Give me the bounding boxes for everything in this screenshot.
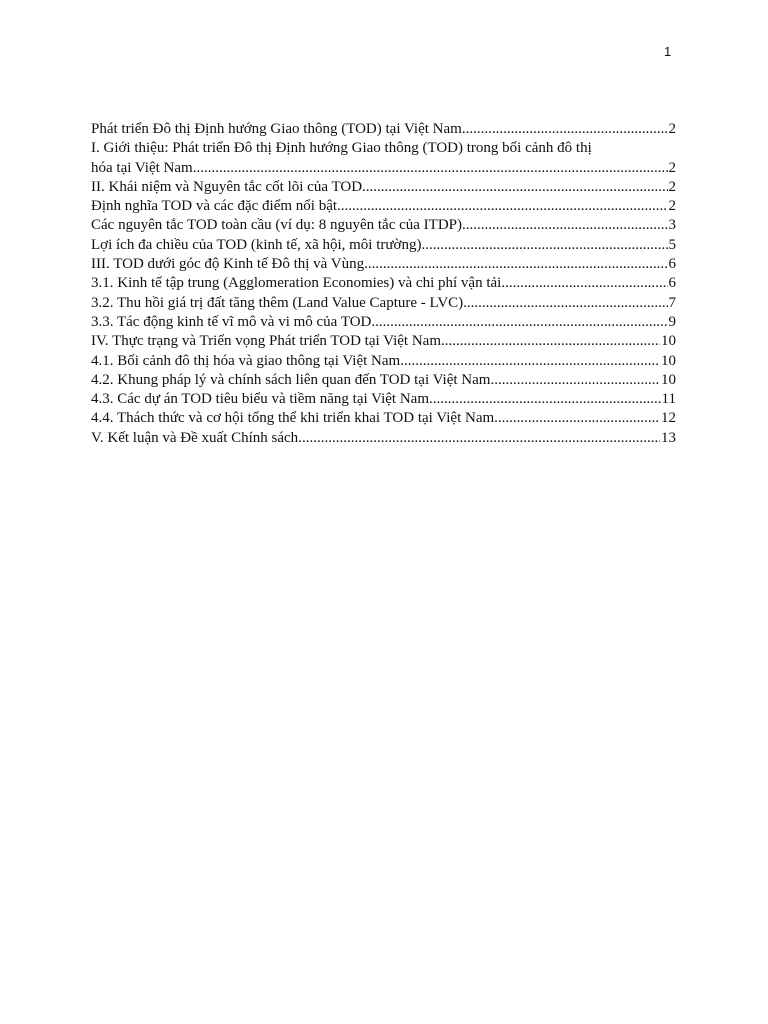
toc-dot-leader: [421, 236, 667, 255]
toc-entry-title: 4.3. Các dự án TOD tiêu biểu và tiềm năng tại Việt Nam: [91, 391, 429, 408]
toc-entry-page: 10: [661, 333, 676, 350]
toc-entry[interactable]: [91, 409, 676, 428]
toc-entry[interactable]: [91, 352, 676, 371]
toc-entry-page: 6: [668, 256, 676, 273]
toc-dot-leader: [364, 255, 667, 274]
toc-entry-title: Các nguyên tắc TOD toàn cầu (ví dụ: 8 nguyên tắc của ITDP): [91, 217, 463, 234]
toc-entry-line: [91, 159, 676, 178]
toc-entry[interactable]: [91, 390, 676, 409]
toc-entry-page: 2: [668, 178, 676, 195]
toc-dot-leader: [462, 120, 668, 139]
toc-entry[interactable]: [91, 313, 676, 332]
toc-entry-page: 7: [668, 294, 676, 311]
toc-entry[interactable]: [91, 139, 676, 178]
toc-entry-page: 13: [661, 429, 676, 446]
toc-entry-title-continued: hóa tại Việt Nam: [91, 159, 193, 176]
toc-entry-title: Phát triển Đô thị Định hướng Giao thông (TOD) tại Việt Nam: [91, 121, 462, 137]
toc-entry[interactable]: [91, 332, 676, 351]
toc-entry-page: 10: [661, 352, 676, 369]
toc-entry-title: 4.1. Bối cảnh đô thị hóa và giao thông tại Việt Nam: [91, 352, 401, 369]
toc-entry-title: IV. Thực trạng và Triển vọng Phát triển TOD tại Việt Nam: [91, 333, 441, 350]
toc-entry-title: II. Khái niệm và Nguyên tắc cốt lõi của TOD: [91, 178, 363, 195]
toc-dot-leader: [193, 159, 668, 178]
toc-entry[interactable]: [91, 216, 676, 235]
toc-entry-page: 11: [661, 391, 676, 408]
toc-dot-leader: [298, 429, 660, 448]
toc-entry-title: 4.4. Thách thức và cơ hội tổng thể khi triển khai TOD tại Việt Nam: [91, 410, 495, 427]
toc-entry-page: 2: [668, 198, 676, 215]
toc-entry[interactable]: [91, 197, 676, 216]
toc-dot-leader: [501, 274, 667, 293]
toc-entry[interactable]: [91, 255, 676, 274]
toc-entry-page: 2: [668, 121, 676, 137]
toc-dot-leader: [371, 313, 667, 332]
toc-entry-title: 3.1. Kinh tế tập trung (Agglomeration Economies) và chi phí vận tải: [91, 275, 502, 292]
toc-entry-title: 3.3. Tác động kinh tế vĩ mô và vi mô của TOD: [91, 313, 372, 330]
toc-dot-leader: [494, 409, 660, 428]
toc-dot-leader: [337, 197, 667, 216]
toc-dot-leader: [490, 371, 660, 390]
toc-entry[interactable]: [91, 236, 676, 255]
toc-entry[interactable]: [91, 429, 676, 448]
toc-entry-page: 10: [661, 371, 676, 388]
toc-entry-title: Định nghĩa TOD và các đặc điểm nổi bật: [91, 198, 338, 215]
toc-entry[interactable]: [91, 178, 676, 197]
toc-entry-page: 2: [668, 159, 676, 176]
toc-entry-page: 6: [668, 275, 676, 292]
toc-entry-title: V. Kết luận và Đề xuất Chính sách: [91, 429, 299, 446]
toc-entry-title: 4.2. Khung pháp lý và chính sách liên quan đến TOD tại Việt Nam: [91, 371, 491, 388]
table-of-contents: [91, 120, 676, 448]
toc-entry-title: Lợi ích đa chiều của TOD (kinh tế, xã hội, môi trường): [91, 236, 422, 253]
toc-entry-line: [91, 139, 676, 158]
page-number: 1: [664, 44, 672, 59]
toc-dot-leader: [441, 332, 660, 351]
toc-entry[interactable]: [91, 371, 676, 390]
toc-entry-page: 9: [668, 313, 676, 330]
toc-dot-leader: [400, 352, 660, 371]
toc-dot-leader: [429, 390, 661, 409]
toc-dot-leader: [463, 294, 667, 313]
toc-entry[interactable]: [91, 274, 676, 293]
toc-dot-leader: [462, 216, 667, 235]
toc-entry-page: 12: [661, 410, 676, 427]
toc-entry-title: III. TOD dưới góc độ Kinh tế Đô thị và Vùng: [91, 256, 365, 273]
toc-entry-page: 3: [668, 217, 676, 234]
toc-entry-title: I. Giới thiệu: Phát triển Đô thị Định hướng Giao thông (TOD) trong bối cảnh đô thị: [91, 140, 592, 157]
toc-dot-leader: [362, 178, 667, 197]
toc-entry-title: 3.2. Thu hồi giá trị đất tăng thêm (Land Value Capture - LVC): [91, 294, 464, 311]
toc-entry[interactable]: [91, 294, 676, 313]
toc-entry-page: 5: [668, 236, 676, 253]
toc-entry[interactable]: [91, 120, 676, 139]
